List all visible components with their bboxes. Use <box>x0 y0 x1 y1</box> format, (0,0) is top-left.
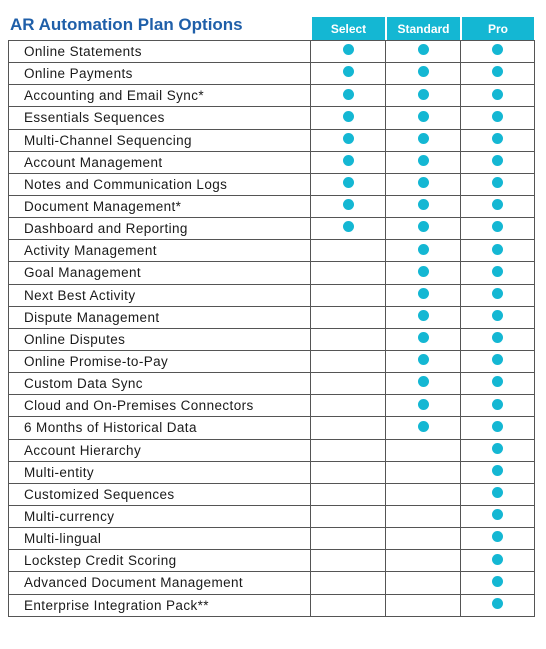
included-dot-icon <box>492 332 503 343</box>
plan-cell-pro <box>461 262 535 284</box>
plan-cell-pro <box>461 195 535 217</box>
included-dot-icon <box>492 443 503 454</box>
feature-name: Multi-Channel Sequencing <box>9 129 311 151</box>
included-dot-icon <box>492 221 503 232</box>
included-dot-icon <box>343 89 354 100</box>
plan-cell-select <box>311 107 386 129</box>
table-row <box>9 173 535 195</box>
feature-name: Essentials Sequences <box>9 107 311 129</box>
table-row <box>9 328 535 350</box>
plan-cell-pro <box>461 417 535 439</box>
included-dot-icon <box>492 576 503 587</box>
table-row <box>9 195 535 217</box>
included-dot-icon <box>492 199 503 210</box>
included-dot-icon <box>492 465 503 476</box>
included-dot-icon <box>492 244 503 255</box>
plan-cell-pro <box>461 240 535 262</box>
plan-cell-pro <box>461 306 535 328</box>
table-row <box>9 262 535 284</box>
plan-cell-select <box>311 85 386 107</box>
plan-cell-pro <box>461 63 535 85</box>
plan-cell-standard <box>386 240 461 262</box>
table-row <box>9 528 535 550</box>
feature-name: Lockstep Credit Scoring <box>9 550 311 572</box>
feature-name: Online Statements <box>9 41 311 63</box>
included-dot-icon <box>418 266 429 277</box>
table-row <box>9 594 535 616</box>
included-dot-icon <box>418 221 429 232</box>
feature-name: Online Disputes <box>9 328 311 350</box>
plan-cell-standard <box>386 195 461 217</box>
included-dot-icon <box>492 310 503 321</box>
plan-cell-select <box>311 173 386 195</box>
feature-name: Next Best Activity <box>9 284 311 306</box>
plan-cell-pro <box>461 85 535 107</box>
included-dot-icon <box>343 155 354 166</box>
table-row <box>9 550 535 572</box>
plan-cell-select <box>311 373 386 395</box>
feature-name: Account Hierarchy <box>9 439 311 461</box>
feature-table-body <box>9 41 535 617</box>
plan-cell-select <box>311 195 386 217</box>
plan-cell-standard <box>386 350 461 372</box>
plan-cell-standard <box>386 594 461 616</box>
plan-cell-standard <box>386 129 461 151</box>
plan-cell-pro <box>461 284 535 306</box>
feature-name: Multi-currency <box>9 505 311 527</box>
included-dot-icon <box>492 177 503 188</box>
plan-cell-pro <box>461 550 535 572</box>
included-dot-icon <box>492 531 503 542</box>
included-dot-icon <box>492 288 503 299</box>
plan-cell-select <box>311 328 386 350</box>
included-dot-icon <box>343 221 354 232</box>
plan-cell-pro <box>461 461 535 483</box>
included-dot-icon <box>492 354 503 365</box>
included-dot-icon <box>343 44 354 55</box>
plan-cell-select <box>311 218 386 240</box>
plan-cell-pro <box>461 41 535 63</box>
included-dot-icon <box>492 155 503 166</box>
plan-cell-standard <box>386 107 461 129</box>
plan-header-pro: Pro <box>462 17 534 40</box>
table-row <box>9 151 535 173</box>
included-dot-icon <box>418 133 429 144</box>
plan-cell-standard <box>386 41 461 63</box>
feature-name: Advanced Document Management <box>9 572 311 594</box>
table-row <box>9 284 535 306</box>
plan-cell-pro <box>461 395 535 417</box>
plan-header-select: Select <box>312 17 385 40</box>
plan-cell-pro <box>461 218 535 240</box>
plan-cell-standard <box>386 63 461 85</box>
plan-cell-standard <box>386 572 461 594</box>
plan-cell-pro <box>461 505 535 527</box>
feature-name: Activity Management <box>9 240 311 262</box>
feature-name: Notes and Communication Logs <box>9 173 311 195</box>
table-row <box>9 439 535 461</box>
plan-cell-pro <box>461 328 535 350</box>
feature-name: Accounting and Email Sync* <box>9 85 311 107</box>
plan-cell-standard <box>386 417 461 439</box>
table-row <box>9 483 535 505</box>
plan-cell-pro <box>461 439 535 461</box>
plan-cell-select <box>311 528 386 550</box>
plan-cell-select <box>311 439 386 461</box>
included-dot-icon <box>492 487 503 498</box>
included-dot-icon <box>418 288 429 299</box>
table-row <box>9 85 535 107</box>
feature-name: Dispute Management <box>9 306 311 328</box>
plan-cell-select <box>311 483 386 505</box>
plan-cell-standard <box>386 483 461 505</box>
plan-cell-standard <box>386 284 461 306</box>
plan-cell-select <box>311 594 386 616</box>
feature-name: Multi-entity <box>9 461 311 483</box>
included-dot-icon <box>418 310 429 321</box>
included-dot-icon <box>343 111 354 122</box>
plan-cell-select <box>311 505 386 527</box>
included-dot-icon <box>492 44 503 55</box>
included-dot-icon <box>492 598 503 609</box>
included-dot-icon <box>418 44 429 55</box>
included-dot-icon <box>492 66 503 77</box>
plan-cell-pro <box>461 350 535 372</box>
table-row <box>9 63 535 85</box>
page-title: AR Automation Plan Options <box>10 15 243 34</box>
plan-cell-pro <box>461 528 535 550</box>
plan-cell-standard <box>386 328 461 350</box>
plan-header-standard: Standard <box>387 17 460 40</box>
plan-cell-pro <box>461 373 535 395</box>
included-dot-icon <box>343 177 354 188</box>
included-dot-icon <box>492 509 503 520</box>
plan-cell-select <box>311 461 386 483</box>
plan-cell-standard <box>386 505 461 527</box>
included-dot-icon <box>343 66 354 77</box>
table-row <box>9 461 535 483</box>
plan-cell-select <box>311 306 386 328</box>
table-row <box>9 373 535 395</box>
table-row <box>9 41 535 63</box>
included-dot-icon <box>418 244 429 255</box>
plan-cell-standard <box>386 151 461 173</box>
plan-cell-standard <box>386 395 461 417</box>
included-dot-icon <box>418 155 429 166</box>
included-dot-icon <box>418 66 429 77</box>
included-dot-icon <box>492 421 503 432</box>
plan-cell-select <box>311 240 386 262</box>
included-dot-icon <box>492 399 503 410</box>
feature-name: Custom Data Sync <box>9 373 311 395</box>
plan-cell-standard <box>386 439 461 461</box>
plan-comparison-table <box>8 40 535 617</box>
plan-cell-select <box>311 262 386 284</box>
plan-cell-standard <box>386 550 461 572</box>
included-dot-icon <box>343 199 354 210</box>
plan-cell-standard <box>386 306 461 328</box>
feature-name: Customized Sequences <box>9 483 311 505</box>
plan-cell-select <box>311 284 386 306</box>
table-row <box>9 240 535 262</box>
plan-cell-standard <box>386 373 461 395</box>
title-row <box>0 0 546 40</box>
table-row <box>9 572 535 594</box>
table-row <box>9 218 535 240</box>
included-dot-icon <box>418 399 429 410</box>
plan-cell-select <box>311 417 386 439</box>
table-row <box>9 505 535 527</box>
plan-cell-select <box>311 350 386 372</box>
table-row <box>9 306 535 328</box>
feature-name: Online Promise-to-Pay <box>9 350 311 372</box>
included-dot-icon <box>418 111 429 122</box>
included-dot-icon <box>492 111 503 122</box>
included-dot-icon <box>418 199 429 210</box>
included-dot-icon <box>492 89 503 100</box>
table-row <box>9 350 535 372</box>
feature-name: Online Payments <box>9 63 311 85</box>
plan-cell-standard <box>386 218 461 240</box>
plan-cell-standard <box>386 461 461 483</box>
plan-cell-standard <box>386 85 461 107</box>
included-dot-icon <box>492 266 503 277</box>
included-dot-icon <box>492 376 503 387</box>
feature-name: Multi-lingual <box>9 528 311 550</box>
plan-cell-select <box>311 129 386 151</box>
included-dot-icon <box>343 133 354 144</box>
plan-cell-pro <box>461 173 535 195</box>
included-dot-icon <box>418 354 429 365</box>
plan-cell-select <box>311 572 386 594</box>
feature-name: Dashboard and Reporting <box>9 218 311 240</box>
plan-cell-pro <box>461 151 535 173</box>
plan-cell-standard <box>386 173 461 195</box>
included-dot-icon <box>492 554 503 565</box>
feature-name: Cloud and On-Premises Connectors <box>9 395 311 417</box>
table-row <box>9 395 535 417</box>
plan-cell-standard <box>386 262 461 284</box>
feature-name: Document Management* <box>9 195 311 217</box>
plan-cell-standard <box>386 528 461 550</box>
table-row <box>9 417 535 439</box>
feature-name: Enterprise Integration Pack** <box>9 594 311 616</box>
plan-cell-select <box>311 41 386 63</box>
included-dot-icon <box>418 421 429 432</box>
plan-cell-select <box>311 151 386 173</box>
feature-name: Account Management <box>9 151 311 173</box>
plan-cell-pro <box>461 129 535 151</box>
plan-cell-pro <box>461 483 535 505</box>
plan-cell-pro <box>461 572 535 594</box>
table-row <box>9 107 535 129</box>
plan-cell-select <box>311 63 386 85</box>
included-dot-icon <box>418 177 429 188</box>
feature-name: Goal Management <box>9 262 311 284</box>
plan-cell-pro <box>461 107 535 129</box>
feature-name: 6 Months of Historical Data <box>9 417 311 439</box>
included-dot-icon <box>492 133 503 144</box>
plan-cell-select <box>311 395 386 417</box>
included-dot-icon <box>418 332 429 343</box>
plan-cell-pro <box>461 594 535 616</box>
included-dot-icon <box>418 376 429 387</box>
plan-cell-select <box>311 550 386 572</box>
table-row <box>9 129 535 151</box>
included-dot-icon <box>418 89 429 100</box>
